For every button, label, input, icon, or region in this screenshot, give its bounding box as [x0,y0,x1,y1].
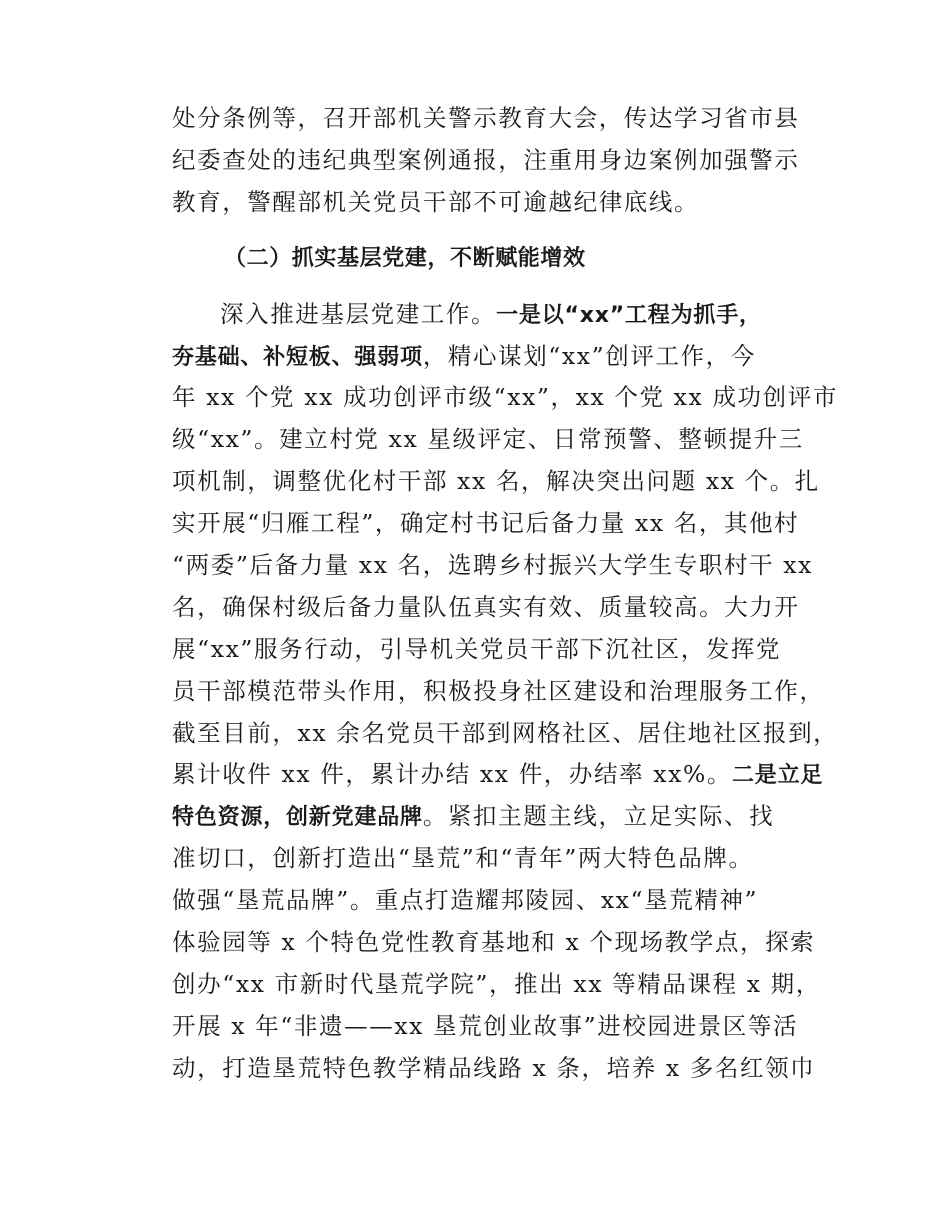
paragraph-line: 名，确保村级后备力量队伍真实有效、质量较高。大力开 [172,592,800,621]
paragraph-line [172,336,812,378]
paragraph-line: 纪委查处的违纪典型案例通报，注重用身边案例加强警示 [172,145,800,174]
paragraph-text: 深入推进基层党建工作。 [220,299,497,328]
paragraph-text: ，精心谋划“xx”创评工作，今 [422,341,756,370]
paragraph-spacer [172,224,812,234]
paragraph-line [172,294,812,336]
paragraph-line: 项机制，调整优化村干部 xx 名，解决突出问题 xx 个。扎 [172,467,820,496]
paragraph-line: 教育，警醒部机关党员干部不可逾越纪律底线。 [172,187,700,216]
paragraph-line: 年 xx 个党 xx 成功创评市级“xx”，xx 个党 xx 成功创评市 [172,383,838,412]
paragraph-line [172,796,812,838]
bold-text: 一是以“xx”工程为抓手， [496,302,762,328]
paragraph-line: 级“xx”。建立村党 xx 星级评定、日常预警、整顿提升三 [172,425,804,454]
paragraph-text: 。紧扣主题主线，立足实际、找 [422,802,775,831]
section-heading: （二）抓实基层党建，不断赋能增效 [224,245,586,271]
paragraph-line: 实开展“归雁工程”，确定村书记后备力量 xx 名，其他村 [172,509,800,538]
paragraph-line: 开展 x 年“非遗——xx 垦荒创业故事”进校园进景区等活 [172,1011,799,1040]
paragraph-line: 截至目前，xx 余名党员干部到网格社区、居住地社区报到， [172,718,839,747]
paragraph-line: 准切口，创新打造出“垦荒”和“青年”两大特色品牌。 [172,844,754,873]
bold-text: 二是立足 [732,763,824,789]
paragraph-line: 创办“xx 市新时代垦荒学院”，推出 xx 等精品课程 x 期， [172,969,821,998]
paragraph-line: 处分条例等，召开部机关警示教育大会，传达学习省市县 [172,104,800,132]
paragraph-line: 做强“垦荒品牌”。重点打造耀邦陵园、xx“垦荒精神” [172,886,759,915]
bold-text: 特色资源，创新党建品牌 [172,805,423,831]
paragraph-line: 员干部模范带头作用，积极投身社区建设和治理服务工作， [172,676,825,705]
paragraph-line: “两委”后备力量 xx 名，选聘乡村振兴大学生专职村干 xx [172,551,813,580]
paragraph-line [172,754,824,796]
paragraph-text: 累计收件 xx 件，累计办结 xx 件，办结率 xx%。 [172,760,732,789]
paragraph-line: 动，打造垦荒特色教学精品线路 x 条，培养 x 多名红领巾 [172,1053,816,1082]
paragraph-line: 展“xx”服务行动，引导机关党员干部下沉社区，发挥党 [172,634,782,663]
document-body [172,98,839,1090]
paragraph-spacer [172,284,812,294]
bold-text: 夯基础、补短板、强弱项 [172,344,423,370]
paragraph-line: 体验园等 x 个特色党性教育基地和 x 个现场教学点，探索 [172,928,816,957]
